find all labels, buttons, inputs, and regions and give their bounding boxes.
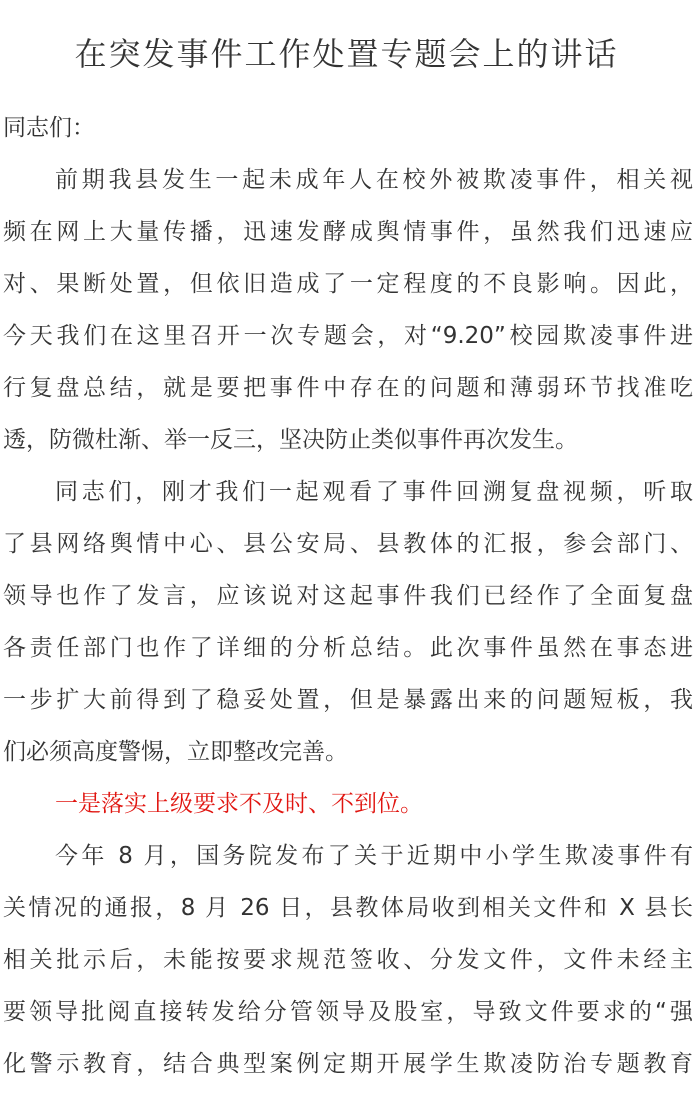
paragraph-2-line-3: 领导也作了发言，应该说对这起事件我们已经作了全面复盘 bbox=[3, 583, 693, 609]
paragraph-1-line-4: 今天我们在这里召开一次专题会，对“9.20”校园欺凌事件进 bbox=[3, 323, 693, 349]
paragraph-1-line-1: 前期我县发生一起未成年人在校外被欺凌事件，相关视 bbox=[55, 167, 693, 193]
section-heading-one: 一是落实上级要求不及时、不到位。 bbox=[55, 791, 423, 817]
paragraph-2-line-5: 一步扩大前得到了稳妥处置，但是暴露出来的问题短板，我 bbox=[3, 687, 693, 713]
paragraph-1-line-3: 对、果断处置，但依旧造成了一定程度的不良影响。因此， bbox=[3, 271, 693, 297]
paragraph-1-line-5: 行复盘总结，就是要把事件中存在的问题和薄弱环节找准吃 bbox=[3, 375, 693, 401]
paragraph-3-line-3: 相关批示后，未能按要求规范签收、分发文件，文件未经主 bbox=[3, 947, 693, 973]
paragraph-1-line-6: 透，防微杜渐、举一反三，坚决防止类似事件再次发生。 bbox=[3, 427, 578, 453]
salutation: 同志们： bbox=[3, 115, 95, 141]
paragraph-1-line-2: 频在网上大量传播，迅速发酵成舆情事件，虽然我们迅速应 bbox=[3, 219, 693, 245]
paragraph-3-line-1: 今年 8 月，国务院发布了关于近期中小学生欺凌事件有 bbox=[55, 843, 693, 869]
paragraph-3-line-2: 关情况的通报，8 月 26 日，县教体局收到相关文件和 X 县长 bbox=[3, 895, 693, 921]
paragraph-2-line-6: 们必须高度警惕，立即整改完善。 bbox=[3, 739, 348, 765]
paragraph-2-line-2: 了县网络舆情中心、县公安局、县教体的汇报，参会部门、 bbox=[3, 531, 693, 557]
paragraph-2-line-4: 各责任部门也作了详细的分析总结。此次事件虽然在事态进 bbox=[3, 635, 693, 661]
document-title: 在突发事件工作处置专题会上的讲话 bbox=[74, 35, 619, 73]
paragraph-3-line-4: 要领导批阅直接转发给分管领导及股室，导致文件要求的“强 bbox=[3, 999, 693, 1025]
paragraph-3-line-5: 化警示教育，结合典型案例定期开展学生欺凌防治专题教育 bbox=[3, 1051, 693, 1077]
document-body bbox=[3, 102, 693, 1090]
paragraph-2-line-1: 同志们，刚才我们一起观看了事件回溯复盘视频，听取 bbox=[55, 479, 693, 505]
